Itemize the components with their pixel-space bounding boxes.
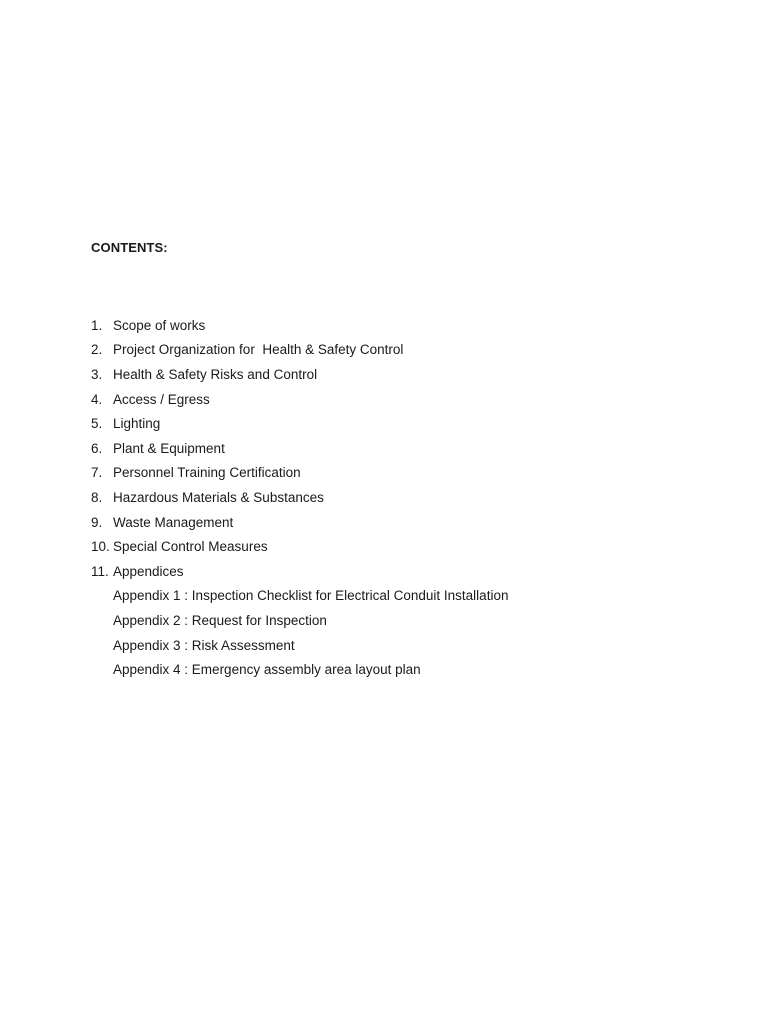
- appendix-item-4: [91, 657, 508, 682]
- toc-item-number: 7.: [91, 465, 103, 481]
- toc-item-number: 11.: [91, 563, 109, 579]
- toc-item-text: Health & Safety Risks and Control: [113, 366, 318, 382]
- appendix-item-2: [91, 608, 508, 633]
- toc-item-number: 2.: [91, 342, 103, 358]
- toc-item-number: 6.: [91, 440, 103, 456]
- toc-item-text: Appendices: [113, 563, 184, 579]
- toc-item-number: 9.: [91, 514, 103, 530]
- toc-item-project-organization: [91, 338, 508, 363]
- toc-item-text: Waste Management: [113, 514, 234, 530]
- toc-item-text: Project Organization for Health & Safety Control: [113, 342, 404, 358]
- toc-item-text: Access / Egress: [113, 391, 210, 407]
- contents-heading: CONTENTS:: [91, 240, 168, 255]
- toc-item-text: Special Control Measures: [113, 539, 268, 555]
- toc-item-number: 1.: [91, 317, 103, 333]
- appendix-item-text: Appendix 1 : Inspection Checklist for Electrical Conduit Installation: [113, 588, 509, 604]
- appendix-item-text: Appendix 2 : Request for Inspection: [113, 612, 327, 628]
- toc-item-access-egress: [91, 387, 508, 412]
- toc-item-text: Scope of works: [113, 317, 206, 333]
- appendix-item-text: Appendix 3 : Risk Assessment: [113, 637, 295, 653]
- toc-item-number: 5.: [91, 416, 103, 432]
- toc-item-waste-management: [91, 510, 508, 535]
- toc-item-text: Lighting: [113, 416, 161, 432]
- appendix-item-1: [91, 584, 508, 609]
- toc-item-text: Hazardous Materials & Substances: [113, 489, 324, 505]
- toc-item-hazardous-materials: [91, 485, 508, 510]
- appendix-item-3: [91, 633, 508, 658]
- toc-item-number: 8.: [91, 489, 103, 505]
- toc-item-lighting: [91, 411, 508, 436]
- table-of-contents: [91, 313, 508, 682]
- toc-item-scope-of-works: [91, 313, 508, 338]
- toc-item-personnel-training: [91, 461, 508, 486]
- toc-item-number: 4.: [91, 391, 103, 407]
- toc-item-special-control-measures: [91, 534, 508, 559]
- toc-item-health-safety-risks: [91, 362, 508, 387]
- toc-item-number: 10.: [91, 539, 110, 555]
- toc-item-text: Plant & Equipment: [113, 440, 225, 456]
- toc-item-appendices: [91, 559, 508, 584]
- appendix-item-text: Appendix 4 : Emergency assembly area layout plan: [113, 662, 421, 678]
- toc-item-text: Personnel Training Certification: [113, 465, 301, 481]
- toc-item-number: 3.: [91, 366, 103, 382]
- toc-item-plant-equipment: [91, 436, 508, 461]
